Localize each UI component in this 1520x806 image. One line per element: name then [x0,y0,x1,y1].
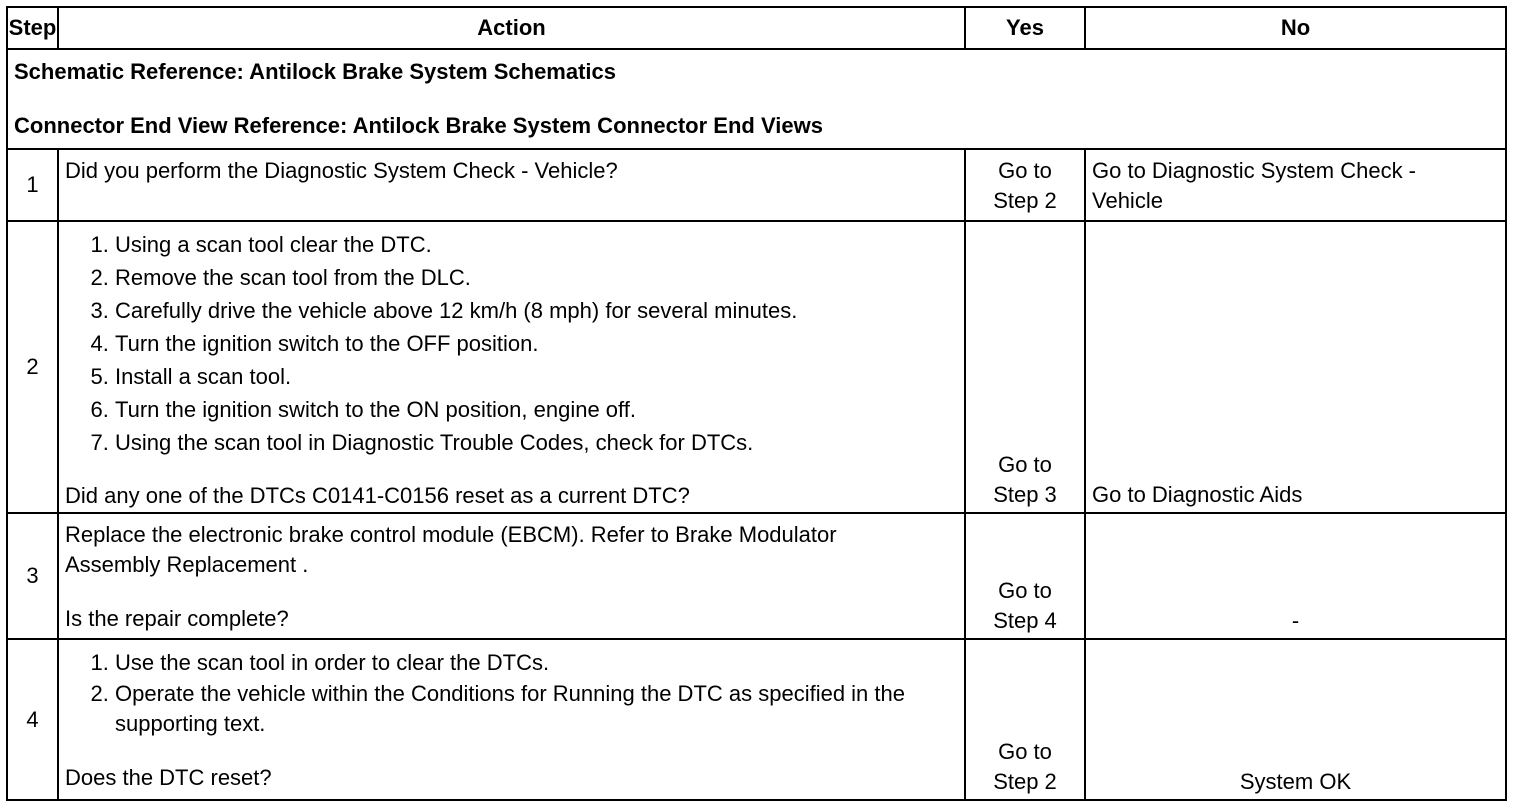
yes-cell: Go to Step 4 [965,513,1085,639]
list-item: 7. Using the scan tool in Diagnostic Trouble Codes, check for DTCs. [115,426,958,459]
reference-row [7,49,1506,149]
no-cell: Go to Diagnostic System Check - Vehicle [1085,149,1506,221]
header-row [7,7,1506,49]
diagnostic-table [6,6,1507,801]
header-action: Action [58,7,965,49]
list-item: 3. Carefully drive the vehicle above 12 km/h (8 mph) for several minutes. [115,294,958,327]
step-number: 4 [7,639,58,800]
step-number: 2 [7,221,58,513]
question-text: Is the repair complete? [65,606,289,631]
list-item: 1. Using a scan tool clear the DTC. [115,228,958,261]
instruction-list [65,646,958,739]
list-item: 4. Turn the ignition switch to the OFF position. [115,327,958,360]
header-no: No [1085,7,1506,49]
list-item: 2. Operate the vehicle within the Conditions for Running the DTC as specified in the supporting text. [115,679,958,739]
question-text: Does the DTC reset? [65,765,272,790]
question-text: Did you perform the Diagnostic System Check - Vehicle? [65,158,618,183]
no-cell: System OK [1085,639,1506,800]
table-row [7,221,1506,513]
step-number: 3 [7,513,58,639]
action-cell [58,639,965,800]
list-item: 2. Remove the scan tool from the DLC. [115,261,958,294]
list-item: 5. Install a scan tool. [115,360,958,393]
header-step: Step [7,7,58,49]
no-cell: Go to Diagnostic Aids [1085,221,1506,513]
table-row [7,639,1506,800]
schematic-reference: Schematic Reference: Antilock Brake System Schematics [14,59,617,84]
yes-cell: Go to Step 2 [965,639,1085,800]
yes-cell: Go to Step 3 [965,221,1085,513]
yes-cell: Go to Step 2 [965,149,1085,221]
instruction-text: Replace the electronic brake control module (EBCM). Refer to Brake Modulator Assembly Replacement . [65,522,837,577]
instruction-list [65,228,958,459]
step-number: 1 [7,149,58,221]
table-row [7,513,1506,639]
list-item: 1. Use the scan tool in order to clear the DTCs. [115,646,958,679]
connector-reference: Connector End View Reference: Antilock Brake System Connector End Views [14,113,823,138]
action-cell [58,221,965,513]
action-cell [58,513,965,639]
table-row [7,149,1506,221]
no-cell: - [1085,513,1506,639]
reference-cell [7,49,1506,149]
question-text: Did any one of the DTCs C0141-C0156 reset as a current DTC? [65,483,690,508]
list-item: 6. Turn the ignition switch to the ON position, engine off. [115,393,958,426]
header-yes: Yes [965,7,1085,49]
action-cell [58,149,965,221]
